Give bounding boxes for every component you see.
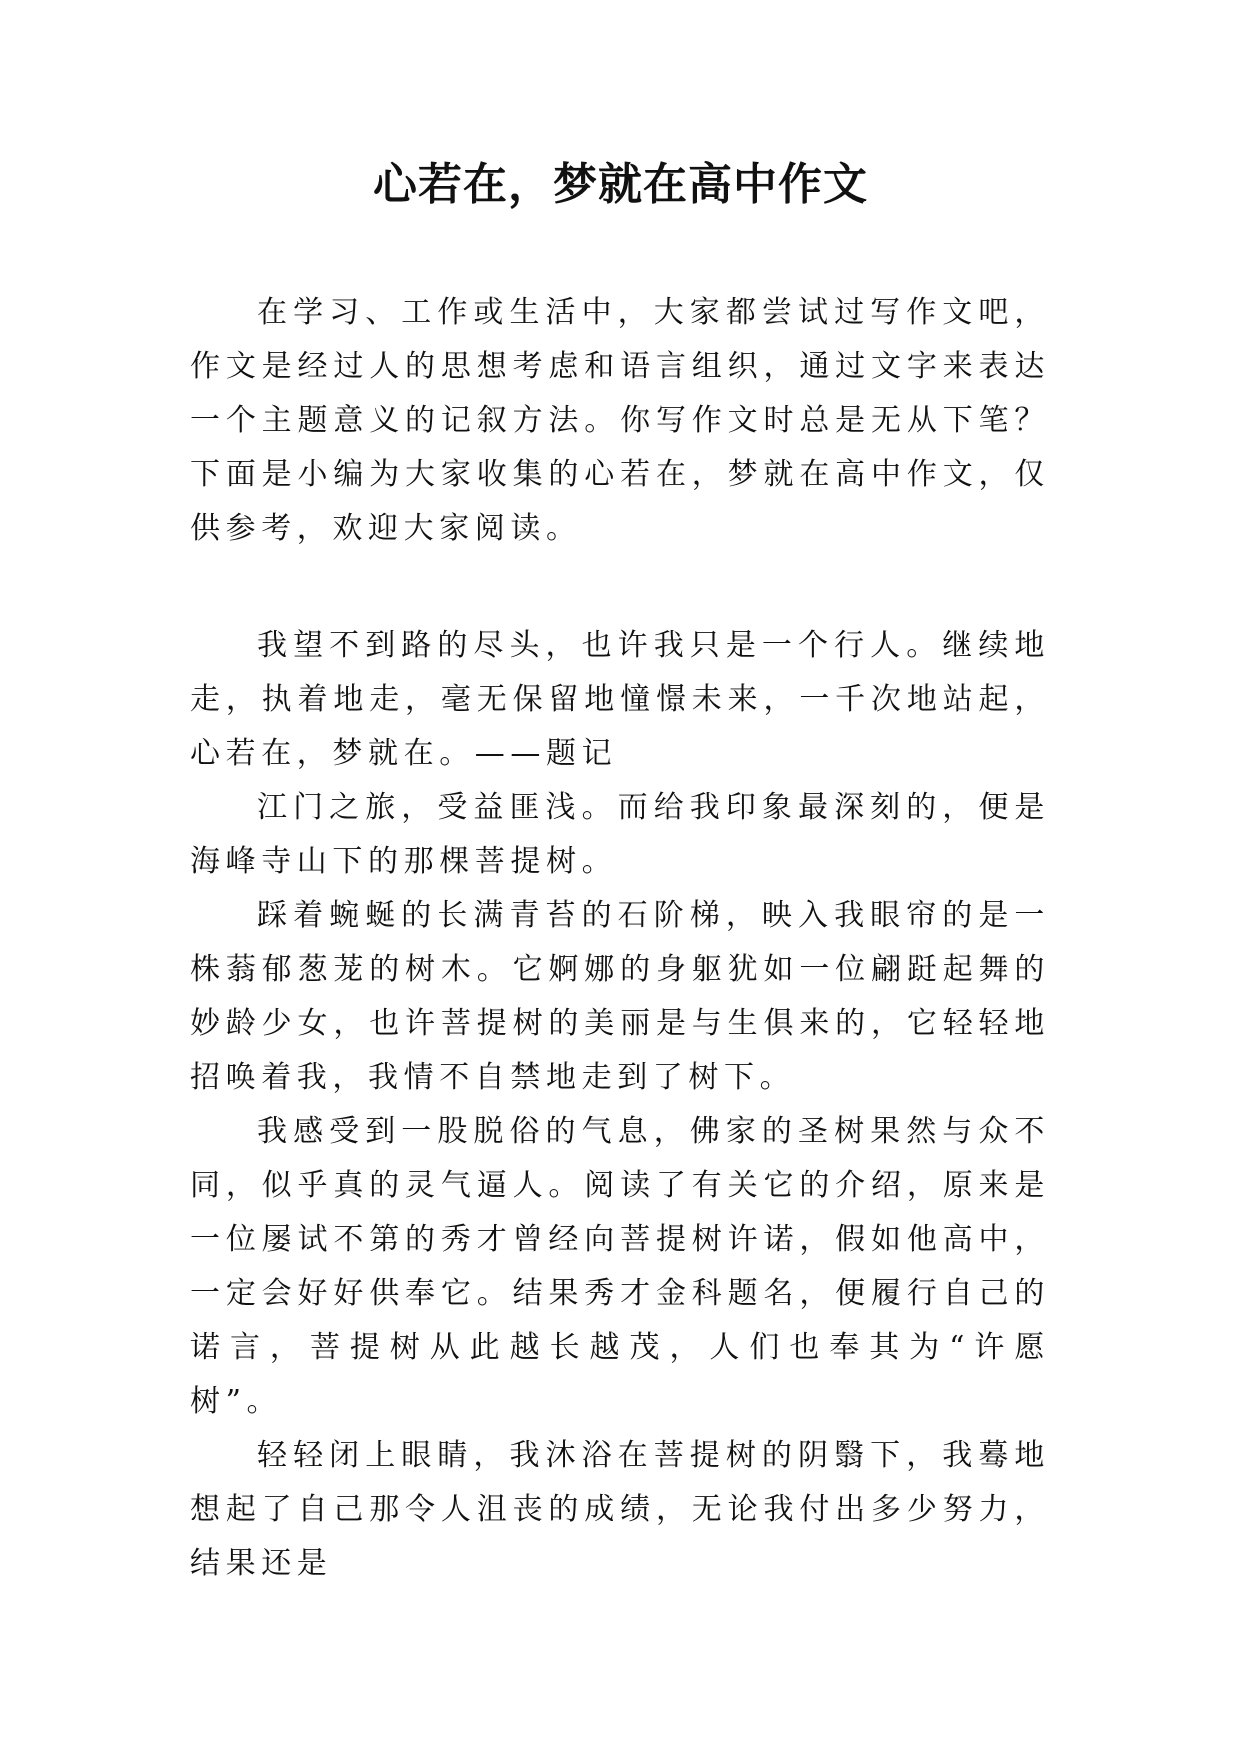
essay-paragraph: 我感受到一股脱俗的气息，佛家的圣树果然与众不同，似乎真的灵气逼人。阅读了有关它的介绍，原来是一位屡试不第的秀才曾经向菩提树许诺，假如他高中，一定会好好供奉它。结果秀才金科题名，便履行自己的诺言，菩提树从此越长越茂，人们也奉其为“许愿树”。: [190, 1114, 1050, 1419]
document-body: [190, 286, 1050, 1591]
essay-paragraph: 踩着蜿蜒的长满青苔的石阶梯，映入我眼帘的是一株蓊郁葱茏的树木。它婀娜的身躯犹如一位翩跹起舞的妙龄少女，也许菩提树的美丽是与生俱来的，它轻轻地招唤着我，我情不自禁地走到了树下。: [190, 898, 1050, 1095]
essay-paragraph: 我望不到路的尽头，也许我只是一个行人。继续地走，执着地走，毫无保留地憧憬未来，一千次地站起，心若在，梦就在。——题记: [190, 628, 1050, 771]
essay-paragraph: 江门之旅，受益匪浅。而给我印象最深刻的，便是海峰寺山下的那棵菩提树。: [190, 790, 1050, 879]
document-title: 心若在，梦就在高中作文: [373, 159, 868, 210]
essay-paragraph: 轻轻闭上眼睛，我沐浴在菩提树的阴翳下，我蓦地想起了自己那令人沮丧的成绩，无论我付出多少努力，结果还是: [190, 1438, 1050, 1581]
intro-paragraph: 在学习、工作或生活中，大家都尝试过写作文吧，作文是经过人的思想考虑和语言组织，通过文字来表达一个主题意义的记叙方法。你写作文时总是无从下笔？下面是小编为大家收集的心若在，梦就在高中作文，仅供参考，欢迎大家阅读。: [190, 295, 1050, 546]
paragraph-gap: [190, 556, 1050, 619]
